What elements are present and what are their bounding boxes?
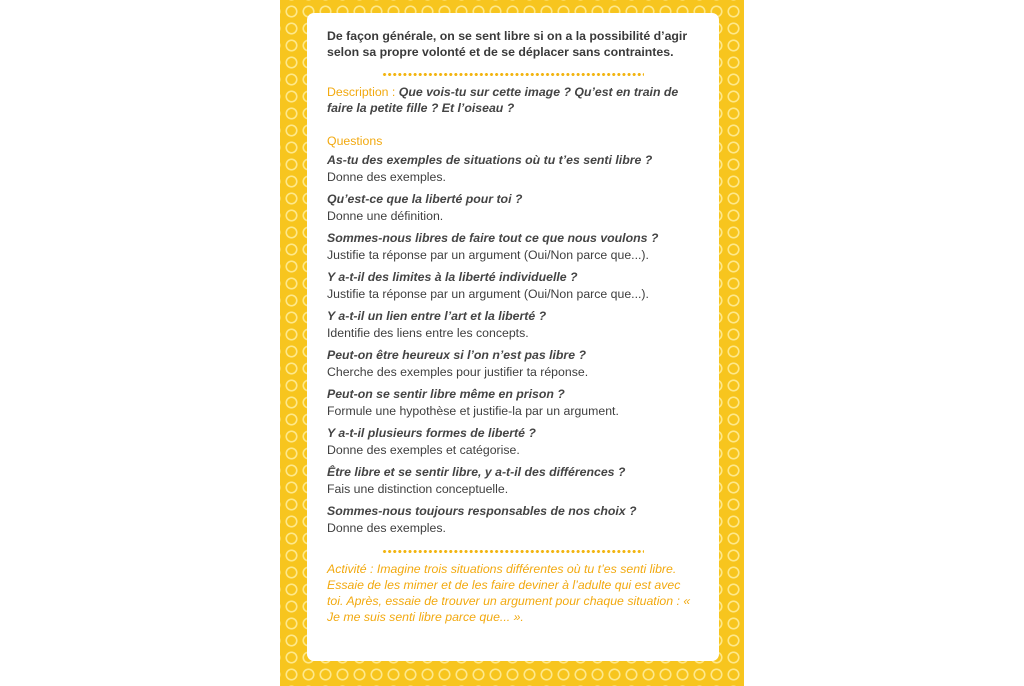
question-item: [327, 347, 699, 381]
question-hint: Cherche des exemples pour justifier ta réponse.: [327, 365, 589, 379]
question-hint: Identifie des liens entre les concepts.: [327, 326, 529, 340]
question-text: Y a-t-il un lien entre l’art et la liberté ?: [327, 309, 547, 323]
intro-text: De façon générale, on se sent libre si on a la possibilité d’agir selon sa propre volonté et de se déplacer sans contraintes.: [327, 29, 688, 59]
question-item: [327, 230, 699, 264]
questions-heading: Questions: [327, 134, 383, 148]
card-content: [327, 28, 699, 625]
question-text: Peut-on être heureux si l’on n’est pas libre ?: [327, 348, 586, 362]
question-text: Y a-t-il plusieurs formes de liberté ?: [327, 426, 536, 440]
question-item: [327, 464, 699, 498]
question-text: Sommes-nous toujours responsables de nos choix ?: [327, 504, 637, 518]
question-hint: Donne des exemples et catégorise.: [327, 443, 520, 457]
description-text: Que vois-tu sur cette image ? Qu’est en train de faire la petite fille ? Et l’oiseau ?: [327, 85, 679, 115]
question-text: Qu’est-ce que la liberté pour toi ?: [327, 192, 523, 206]
question-item: [327, 308, 699, 342]
question-item: [327, 269, 699, 303]
question-hint: Donne des exemples.: [327, 521, 446, 535]
question-hint: Justifie ta réponse par un argument (Oui/Non parce que...).: [327, 248, 649, 262]
question-text: As-tu des exemples de situations où tu t’es senti libre ?: [327, 153, 653, 167]
question-hint: Justifie ta réponse par un argument (Oui/Non parce que...).: [327, 287, 649, 301]
questions-list: [327, 152, 699, 537]
question-item: [327, 503, 699, 537]
question-hint: Fais une distinction conceptuelle.: [327, 482, 509, 496]
dotted-divider-bottom: [382, 550, 644, 553]
question-hint: Formule une hypothèse et justifie-la par un argument.: [327, 404, 619, 418]
question-item: [327, 152, 699, 186]
question-text: Être libre et se sentir libre, y a-t-il des différences ?: [327, 465, 626, 479]
dotted-divider-top: [382, 73, 644, 76]
description-label: Description :: [327, 85, 399, 99]
question-item: [327, 386, 699, 420]
question-item: [327, 425, 699, 459]
activity-text: Activité : Imagine trois situations différentes où tu t’es senti libre. Essaie de les mimer et de les faire deviner à l’adulte qui est avec toi. Après, essaie de trouver un argument pour chaque situation : « Je me suis senti libre parce que... ».: [327, 562, 691, 624]
description: [327, 84, 699, 116]
question-text: Peut-on se sentir libre même en prison ?: [327, 387, 565, 401]
question-hint: Donne une définition.: [327, 209, 444, 223]
question-hint: Donne des exemples.: [327, 170, 446, 184]
question-item: [327, 191, 699, 225]
question-text: Y a-t-il des limites à la liberté individuelle ?: [327, 270, 578, 284]
question-text: Sommes-nous libres de faire tout ce que nous voulons ?: [327, 231, 659, 245]
